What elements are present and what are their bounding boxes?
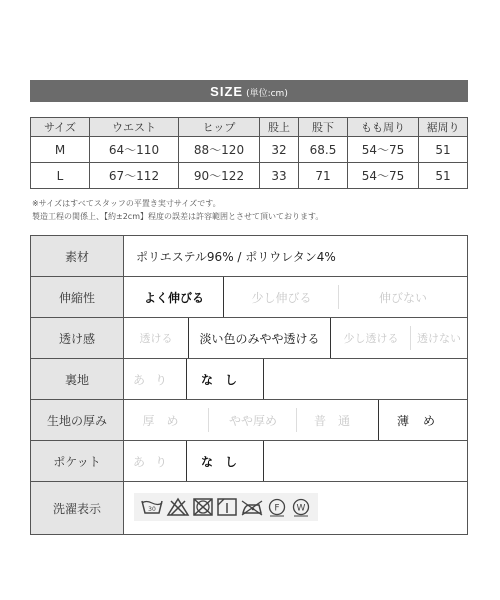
line-dry-shade-icon	[216, 497, 238, 517]
lining-option: あり	[132, 372, 177, 387]
sheer-label: 透け感	[31, 318, 124, 358]
lining-row	[30, 359, 468, 400]
sheer-option: 透けない	[417, 332, 461, 345]
dry-clean-f-icon	[266, 497, 288, 517]
size-cell: 71	[299, 163, 348, 189]
thickness-label: 生地の厚み	[31, 400, 124, 440]
table-row	[31, 137, 468, 163]
size-col-header: 股上	[260, 118, 299, 137]
size-title: SIZE	[210, 84, 244, 99]
sheer-option: 淡い色のみやや透ける	[188, 318, 331, 358]
size-header	[30, 80, 468, 102]
size-unit: (単位:cm)	[246, 89, 288, 99]
size-cell: 88〜120	[179, 137, 260, 163]
thickness-option: 厚め	[124, 400, 209, 440]
iron-low-icon	[240, 497, 264, 517]
note-line: 製造工程の関係上、【約±2cm】程度の誤差は許容範囲とさせて頂いております。	[32, 212, 324, 221]
lining-option: なし	[186, 359, 264, 399]
svg-text:W: W	[296, 503, 306, 514]
size-cell: 33	[260, 163, 299, 189]
size-cell: 51	[419, 137, 468, 163]
pocket-option: あり	[132, 454, 177, 469]
size-col-header: ヒップ	[179, 118, 260, 137]
size-col-header: ウエスト	[90, 118, 179, 137]
thickness-option: 薄め	[396, 413, 449, 428]
wash-30-icon	[140, 497, 164, 517]
wash-row	[30, 482, 468, 535]
stretch-option: 少し伸びる	[224, 277, 339, 317]
pocket-option: なし	[186, 441, 264, 481]
thickness-option: 普通	[297, 400, 379, 440]
thickness-option: やや厚め	[209, 400, 297, 440]
stretch-label: 伸縮性	[31, 277, 124, 317]
note-line: ※サイズはすべてスタッフの平置き実寸サイズです。	[32, 199, 221, 208]
pocket-row	[30, 441, 468, 482]
stretch-row	[30, 277, 468, 318]
table-row	[31, 163, 468, 189]
size-notes	[32, 197, 323, 223]
size-cell: 68.5	[299, 137, 348, 163]
svg-text:30: 30	[148, 506, 156, 513]
wash-icons	[134, 493, 318, 521]
size-cell: 90〜122	[179, 163, 260, 189]
size-col-header: 股下	[299, 118, 348, 137]
size-cell: 51	[419, 163, 468, 189]
size-col-header: もも周り	[348, 118, 419, 137]
size-cell: 64〜110	[90, 137, 179, 163]
size-col-header: サイズ	[31, 118, 90, 137]
wet-clean-w-icon	[290, 497, 312, 517]
no-bleach-icon	[166, 497, 190, 517]
wash-label: 洗濯表示	[31, 482, 124, 534]
stretch-option: 伸びない	[378, 290, 427, 305]
size-col-header: 裾周り	[419, 118, 468, 137]
no-tumble-dry-icon	[192, 497, 214, 517]
sheer-option: 少し透ける	[331, 318, 411, 358]
size-cell: L	[31, 163, 90, 189]
size-cell: 54〜75	[348, 163, 419, 189]
svg-text:F: F	[274, 503, 280, 514]
lining-label: 裏地	[31, 359, 124, 399]
attribute-table	[30, 235, 468, 535]
pocket-label: ポケット	[31, 441, 124, 481]
sheer-row	[30, 318, 468, 359]
material-value: ポリエステル96% / ポリウレタン4%	[136, 249, 336, 264]
stretch-option: よく伸びる	[124, 277, 224, 317]
size-cell: 32	[260, 137, 299, 163]
thickness-row	[30, 400, 468, 441]
size-table-header-row	[31, 118, 468, 137]
material-row	[30, 236, 468, 277]
material-label: 素材	[31, 236, 124, 276]
sheer-option: 透ける	[139, 332, 173, 345]
size-cell: M	[31, 137, 90, 163]
size-cell: 54〜75	[348, 137, 419, 163]
size-table	[30, 117, 468, 189]
size-cell: 67〜112	[90, 163, 179, 189]
